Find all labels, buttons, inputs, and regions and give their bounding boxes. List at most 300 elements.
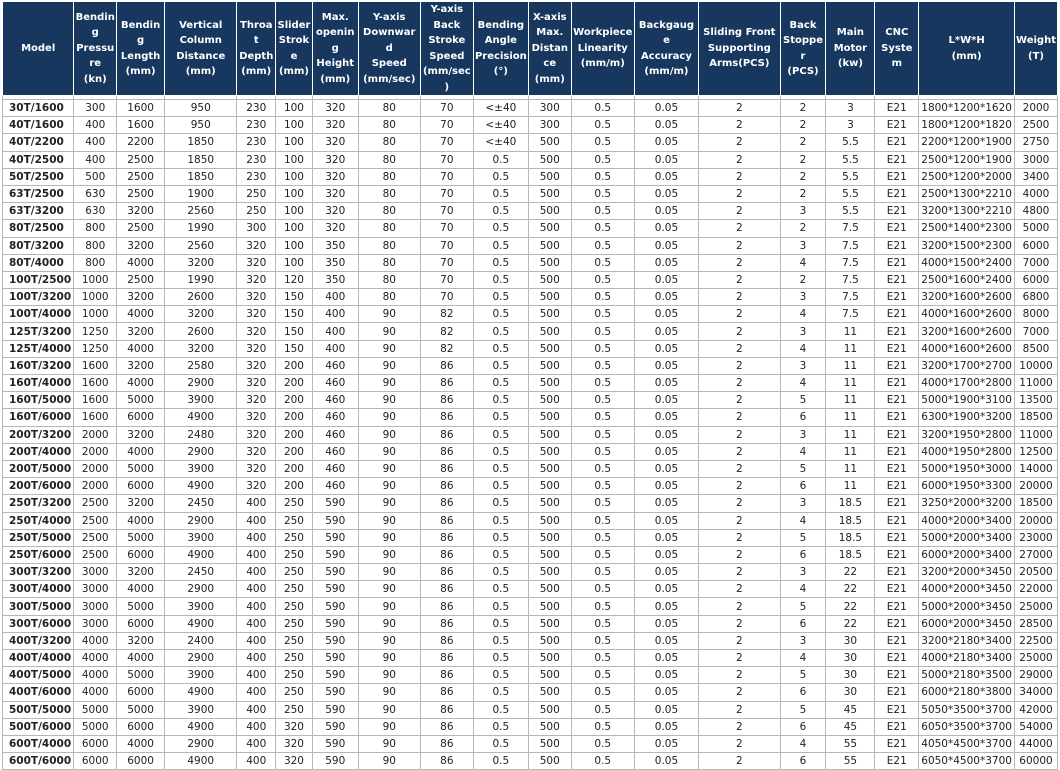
table-cell: E21 bbox=[875, 392, 919, 409]
table-cell: 0.05 bbox=[634, 254, 698, 271]
table-cell: 500 bbox=[528, 289, 571, 306]
table-cell: 500 bbox=[528, 409, 571, 426]
table-cell: 18.5 bbox=[826, 529, 875, 546]
table-cell: 80 bbox=[358, 151, 420, 168]
table-cell: 0.5 bbox=[571, 529, 634, 546]
table-cell: 200 bbox=[276, 443, 313, 460]
table-cell: 2 bbox=[780, 168, 826, 185]
table-cell: 590 bbox=[312, 529, 358, 546]
table-cell: 0.5 bbox=[571, 615, 634, 632]
table-row bbox=[3, 701, 1058, 718]
table-cell: 400 bbox=[237, 581, 276, 598]
table-cell: E21 bbox=[875, 598, 919, 615]
table-cell: 0.5 bbox=[473, 478, 528, 495]
table-cell: 70 bbox=[420, 271, 473, 288]
table-cell: 6 bbox=[780, 753, 826, 770]
table-cell: 400 bbox=[237, 684, 276, 701]
table-cell: 0.05 bbox=[634, 289, 698, 306]
table-cell: 800 bbox=[74, 254, 117, 271]
table-cell: 25000 bbox=[1015, 598, 1058, 615]
table-cell: 86 bbox=[420, 512, 473, 529]
table-cell: 0.05 bbox=[634, 100, 698, 117]
table-cell: 86 bbox=[420, 409, 473, 426]
table-cell: 6000 bbox=[117, 718, 165, 735]
model-cell: 300T/6000 bbox=[3, 615, 74, 632]
table-cell: 60000 bbox=[1015, 753, 1058, 770]
table-cell: E21 bbox=[875, 254, 919, 271]
table-cell: 250 bbox=[276, 581, 313, 598]
table-cell: 590 bbox=[312, 495, 358, 512]
table-cell: 80 bbox=[358, 254, 420, 271]
table-cell: 86 bbox=[420, 718, 473, 735]
table-cell: 4000 bbox=[117, 254, 165, 271]
table-cell: 6000 bbox=[117, 684, 165, 701]
table-cell: E21 bbox=[875, 753, 919, 770]
table-cell: 3200*1500*2300 bbox=[919, 237, 1015, 254]
table-cell: 0.05 bbox=[634, 701, 698, 718]
model-cell: 63T/2500 bbox=[3, 185, 74, 202]
table-cell: 5 bbox=[780, 598, 826, 615]
table-cell: 3200 bbox=[117, 289, 165, 306]
table-cell: 0.5 bbox=[571, 409, 634, 426]
table-cell: 3900 bbox=[165, 598, 237, 615]
table-cell: 950 bbox=[165, 117, 237, 134]
table-cell: 5000 bbox=[117, 598, 165, 615]
table-cell: 90 bbox=[358, 667, 420, 684]
table-cell: 29000 bbox=[1015, 667, 1058, 684]
table-cell: 5.5 bbox=[826, 151, 875, 168]
table-cell: 250 bbox=[276, 615, 313, 632]
table-cell: 5.5 bbox=[826, 185, 875, 202]
table-cell: 250 bbox=[276, 684, 313, 701]
table-cell: 0.5 bbox=[571, 581, 634, 598]
table-cell: 3200*1600*2600 bbox=[919, 289, 1015, 306]
table-cell: 4 bbox=[780, 650, 826, 667]
table-cell: 0.05 bbox=[634, 718, 698, 735]
table-cell: 2 bbox=[780, 100, 826, 117]
table-cell: 350 bbox=[312, 271, 358, 288]
table-cell: 11 bbox=[826, 478, 875, 495]
table-row bbox=[3, 185, 1058, 202]
table-cell: 0.05 bbox=[634, 220, 698, 237]
table-cell: 4050*4500*3700 bbox=[919, 735, 1015, 752]
column-header: Main Motor (kw) bbox=[826, 2, 875, 96]
table-cell: 500 bbox=[528, 478, 571, 495]
table-body bbox=[3, 96, 1058, 770]
column-header: Vertical Column Distance (mm) bbox=[165, 2, 237, 96]
table-cell: 0.5 bbox=[473, 237, 528, 254]
table-cell: 0.5 bbox=[473, 581, 528, 598]
table-cell: 5000 bbox=[1015, 220, 1058, 237]
table-cell: 0.05 bbox=[634, 667, 698, 684]
table-cell: 22 bbox=[826, 564, 875, 581]
table-cell: 86 bbox=[420, 529, 473, 546]
model-cell: 200T/3200 bbox=[3, 426, 74, 443]
table-row bbox=[3, 443, 1058, 460]
table-cell: 1000 bbox=[74, 289, 117, 306]
table-cell: 1900 bbox=[165, 185, 237, 202]
table-cell: 11 bbox=[826, 460, 875, 477]
table-cell: 2 bbox=[699, 306, 781, 323]
table-cell: 20000 bbox=[1015, 512, 1058, 529]
table-cell: 320 bbox=[312, 151, 358, 168]
table-cell: 3900 bbox=[165, 460, 237, 477]
table-cell: E21 bbox=[875, 426, 919, 443]
spec-table bbox=[2, 1, 1058, 770]
table-cell: 250 bbox=[237, 185, 276, 202]
table-row bbox=[3, 753, 1058, 770]
table-cell: 18.5 bbox=[826, 512, 875, 529]
table-cell: 500 bbox=[528, 443, 571, 460]
table-cell: 400 bbox=[237, 753, 276, 770]
table-cell: 2 bbox=[699, 632, 781, 649]
table-cell: 70 bbox=[420, 289, 473, 306]
table-cell: 2500 bbox=[117, 185, 165, 202]
table-cell: 0.05 bbox=[634, 323, 698, 340]
table-cell: 2500*1200*2000 bbox=[919, 168, 1015, 185]
table-cell: 2 bbox=[699, 220, 781, 237]
table-cell: 44000 bbox=[1015, 735, 1058, 752]
table-cell: E21 bbox=[875, 632, 919, 649]
column-header: Workpiece Linearity (mm/m) bbox=[571, 2, 634, 96]
table-cell: 80 bbox=[358, 271, 420, 288]
table-cell: 2 bbox=[699, 254, 781, 271]
table-cell: 82 bbox=[420, 323, 473, 340]
table-cell: 200 bbox=[276, 409, 313, 426]
table-row bbox=[3, 168, 1058, 185]
table-cell: 3000 bbox=[1015, 151, 1058, 168]
table-cell: 950 bbox=[165, 100, 237, 117]
table-cell: 500 bbox=[528, 684, 571, 701]
table-cell: E21 bbox=[875, 168, 919, 185]
table-cell: 7.5 bbox=[826, 254, 875, 271]
model-cell: 125T/4000 bbox=[3, 340, 74, 357]
table-cell: 0.05 bbox=[634, 598, 698, 615]
table-cell: 0.05 bbox=[634, 117, 698, 134]
table-cell: 320 bbox=[237, 289, 276, 306]
table-cell: 2900 bbox=[165, 443, 237, 460]
table-cell: 3200*1300*2210 bbox=[919, 203, 1015, 220]
column-header: Max. opening Height (mm) bbox=[312, 2, 358, 96]
table-cell: 0.5 bbox=[473, 306, 528, 323]
table-cell: 3000 bbox=[74, 615, 117, 632]
table-cell: 500 bbox=[528, 512, 571, 529]
table-cell: 2 bbox=[699, 615, 781, 632]
table-cell: 70 bbox=[420, 237, 473, 254]
table-cell: 0.5 bbox=[473, 168, 528, 185]
table-cell: 1600 bbox=[74, 357, 117, 374]
column-header: Bending Angle Precision (°) bbox=[473, 2, 528, 96]
table-cell: 3000 bbox=[74, 598, 117, 615]
table-cell: 55 bbox=[826, 735, 875, 752]
table-cell: 590 bbox=[312, 632, 358, 649]
table-cell: 2 bbox=[699, 375, 781, 392]
table-cell: 2 bbox=[699, 478, 781, 495]
table-cell: 1600 bbox=[74, 375, 117, 392]
table-cell: 0.05 bbox=[634, 564, 698, 581]
table-cell: 0.5 bbox=[571, 271, 634, 288]
table-row bbox=[3, 220, 1058, 237]
table-cell: 2500*1300*2210 bbox=[919, 185, 1015, 202]
table-cell: 18.5 bbox=[826, 495, 875, 512]
table-cell: E21 bbox=[875, 306, 919, 323]
table-cell: 400 bbox=[237, 512, 276, 529]
table-cell: 400 bbox=[237, 701, 276, 718]
table-cell: 2 bbox=[780, 220, 826, 237]
table-cell: 0.05 bbox=[634, 512, 698, 529]
table-cell: 7.5 bbox=[826, 237, 875, 254]
table-cell: 5000*1900*3100 bbox=[919, 392, 1015, 409]
model-cell: 500T/5000 bbox=[3, 701, 74, 718]
table-cell: 0.5 bbox=[473, 512, 528, 529]
table-cell: 1800*1200*1620 bbox=[919, 100, 1015, 117]
table-cell: 90 bbox=[358, 718, 420, 735]
table-cell: 0.5 bbox=[473, 220, 528, 237]
table-cell: 2 bbox=[780, 271, 826, 288]
table-cell: 90 bbox=[358, 650, 420, 667]
table-cell: 7.5 bbox=[826, 289, 875, 306]
table-cell: 2 bbox=[699, 185, 781, 202]
table-cell: 0.5 bbox=[571, 718, 634, 735]
table-cell: 320 bbox=[237, 254, 276, 271]
table-cell: E21 bbox=[875, 409, 919, 426]
model-cell: 100T/2500 bbox=[3, 271, 74, 288]
table-cell: 20500 bbox=[1015, 564, 1058, 581]
table-cell: 2 bbox=[780, 134, 826, 151]
table-cell: 500 bbox=[528, 203, 571, 220]
table-cell: 86 bbox=[420, 598, 473, 615]
table-cell: 6000*2000*3450 bbox=[919, 615, 1015, 632]
table-cell: 3200 bbox=[117, 357, 165, 374]
table-cell: 11 bbox=[826, 340, 875, 357]
table-cell: E21 bbox=[875, 581, 919, 598]
table-cell: 3200 bbox=[117, 323, 165, 340]
table-cell: 4900 bbox=[165, 478, 237, 495]
table-cell: 500 bbox=[528, 237, 571, 254]
table-cell: 4900 bbox=[165, 753, 237, 770]
table-cell: 4000 bbox=[117, 443, 165, 460]
column-header: L*W*H (mm) bbox=[919, 2, 1015, 96]
table-cell: 0.5 bbox=[571, 340, 634, 357]
table-cell: E21 bbox=[875, 735, 919, 752]
table-cell: 2 bbox=[699, 753, 781, 770]
table-cell: 4000*1700*2800 bbox=[919, 375, 1015, 392]
table-cell: 300 bbox=[74, 100, 117, 117]
table-cell: 18500 bbox=[1015, 495, 1058, 512]
model-cell: 200T/6000 bbox=[3, 478, 74, 495]
table-cell: 3200 bbox=[117, 495, 165, 512]
model-cell: 100T/4000 bbox=[3, 306, 74, 323]
table-cell: 2 bbox=[699, 392, 781, 409]
table-cell: 6000 bbox=[1015, 271, 1058, 288]
table-cell: 2 bbox=[699, 667, 781, 684]
table-cell: 80 bbox=[358, 203, 420, 220]
table-cell: 590 bbox=[312, 615, 358, 632]
table-cell: 590 bbox=[312, 581, 358, 598]
table-cell: <±40 bbox=[473, 134, 528, 151]
table-cell: 400 bbox=[237, 495, 276, 512]
table-cell: 70 bbox=[420, 134, 473, 151]
table-cell: 2 bbox=[699, 460, 781, 477]
table-cell: 500 bbox=[74, 168, 117, 185]
table-cell: 2 bbox=[699, 684, 781, 701]
table-cell: 320 bbox=[312, 220, 358, 237]
table-row bbox=[3, 375, 1058, 392]
table-cell: 2750 bbox=[1015, 134, 1058, 151]
table-cell: 86 bbox=[420, 495, 473, 512]
table-cell: 0.5 bbox=[473, 254, 528, 271]
table-cell: 0.5 bbox=[571, 357, 634, 374]
table-cell: 2000 bbox=[74, 460, 117, 477]
table-row bbox=[3, 426, 1058, 443]
table-cell: 2200*1200*1900 bbox=[919, 134, 1015, 151]
table-cell: 5.5 bbox=[826, 168, 875, 185]
table-cell: 70 bbox=[420, 254, 473, 271]
table-cell: 4000 bbox=[117, 340, 165, 357]
table-cell: E21 bbox=[875, 546, 919, 563]
table-cell: 400 bbox=[312, 340, 358, 357]
table-cell: 250 bbox=[276, 598, 313, 615]
table-cell: 2500 bbox=[74, 546, 117, 563]
table-cell: 5000*2000*3400 bbox=[919, 529, 1015, 546]
model-cell: 100T/3200 bbox=[3, 289, 74, 306]
table-cell: 6300*1900*3200 bbox=[919, 409, 1015, 426]
table-cell: 90 bbox=[358, 581, 420, 598]
table-cell: 500 bbox=[528, 185, 571, 202]
model-cell: 40T/2200 bbox=[3, 134, 74, 151]
table-cell: 80 bbox=[358, 134, 420, 151]
table-row bbox=[3, 392, 1058, 409]
table-cell: 0.5 bbox=[571, 203, 634, 220]
table-cell: 400 bbox=[237, 650, 276, 667]
table-cell: 5 bbox=[780, 701, 826, 718]
table-cell: 300 bbox=[237, 220, 276, 237]
table-cell: 30 bbox=[826, 650, 875, 667]
table-cell: 5.5 bbox=[826, 134, 875, 151]
table-cell: 500 bbox=[528, 495, 571, 512]
table-cell: 2500 bbox=[1015, 117, 1058, 134]
table-cell: 6 bbox=[780, 478, 826, 495]
table-cell: 0.05 bbox=[634, 151, 698, 168]
table-cell: 200 bbox=[276, 426, 313, 443]
table-cell: 82 bbox=[420, 306, 473, 323]
table-cell: 4000 bbox=[117, 735, 165, 752]
table-cell: 0.5 bbox=[571, 546, 634, 563]
table-row bbox=[3, 203, 1058, 220]
table-cell: 6050*4500*3700 bbox=[919, 753, 1015, 770]
table-cell: 86 bbox=[420, 615, 473, 632]
table-cell: 3000 bbox=[74, 564, 117, 581]
table-cell: 0.05 bbox=[634, 632, 698, 649]
table-cell: 250 bbox=[276, 650, 313, 667]
table-cell: 5000 bbox=[117, 529, 165, 546]
table-cell: 320 bbox=[237, 478, 276, 495]
table-cell: 3200 bbox=[165, 306, 237, 323]
table-cell: 2000 bbox=[1015, 100, 1058, 117]
table-cell: 7000 bbox=[1015, 254, 1058, 271]
table-cell: 0.05 bbox=[634, 529, 698, 546]
table-cell: 4000*2000*3450 bbox=[919, 581, 1015, 598]
model-cell: 400T/4000 bbox=[3, 650, 74, 667]
table-cell: 6000 bbox=[1015, 237, 1058, 254]
table-cell: 0.5 bbox=[473, 375, 528, 392]
table-cell: 500 bbox=[528, 254, 571, 271]
table-cell: 0.05 bbox=[634, 495, 698, 512]
table-cell: 2500 bbox=[74, 529, 117, 546]
table-cell: E21 bbox=[875, 203, 919, 220]
table-cell: 1600 bbox=[117, 117, 165, 134]
column-header: Model bbox=[3, 2, 74, 96]
table-cell: E21 bbox=[875, 100, 919, 117]
table-cell: 100 bbox=[276, 220, 313, 237]
model-cell: 63T/3200 bbox=[3, 203, 74, 220]
column-header: Back Stopper (PCS) bbox=[780, 2, 826, 96]
table-cell: 5000*1950*3000 bbox=[919, 460, 1015, 477]
table-cell: 2900 bbox=[165, 650, 237, 667]
table-cell: 500 bbox=[528, 426, 571, 443]
table-row bbox=[3, 632, 1058, 649]
model-cell: 250T/6000 bbox=[3, 546, 74, 563]
table-cell: 4000 bbox=[74, 632, 117, 649]
table-cell: 5000*2180*3500 bbox=[919, 667, 1015, 684]
table-cell: 0.5 bbox=[473, 667, 528, 684]
model-cell: 160T/5000 bbox=[3, 392, 74, 409]
table-cell: 590 bbox=[312, 684, 358, 701]
table-cell: 5.5 bbox=[826, 203, 875, 220]
table-cell: 70 bbox=[420, 151, 473, 168]
table-cell: 90 bbox=[358, 478, 420, 495]
table-cell: 2 bbox=[699, 409, 781, 426]
table-cell: 4000*1500*2400 bbox=[919, 254, 1015, 271]
table-cell: 4000 bbox=[1015, 185, 1058, 202]
table-cell: 5000 bbox=[117, 667, 165, 684]
table-cell: 4 bbox=[780, 375, 826, 392]
table-cell: 320 bbox=[312, 185, 358, 202]
table-cell: 0.05 bbox=[634, 460, 698, 477]
table-cell: 200 bbox=[276, 460, 313, 477]
table-cell: 90 bbox=[358, 735, 420, 752]
table-cell: 90 bbox=[358, 495, 420, 512]
table-cell: 100 bbox=[276, 254, 313, 271]
table-cell: 250 bbox=[276, 564, 313, 581]
table-cell: 5000 bbox=[117, 392, 165, 409]
table-cell: 400 bbox=[237, 529, 276, 546]
table-cell: 90 bbox=[358, 615, 420, 632]
table-row bbox=[3, 306, 1058, 323]
column-header: Bending Pressure (kn) bbox=[74, 2, 117, 96]
table-cell: 100 bbox=[276, 151, 313, 168]
table-cell: 320 bbox=[237, 271, 276, 288]
table-cell: 86 bbox=[420, 735, 473, 752]
table-cell: 2 bbox=[699, 271, 781, 288]
table-cell: 3200*2000*3450 bbox=[919, 564, 1015, 581]
table-cell: 0.5 bbox=[571, 684, 634, 701]
table-cell: E21 bbox=[875, 357, 919, 374]
table-cell: 6000 bbox=[117, 478, 165, 495]
table-cell: 5000 bbox=[74, 701, 117, 718]
table-cell: 0.5 bbox=[571, 289, 634, 306]
table-cell: 86 bbox=[420, 684, 473, 701]
table-cell: 0.5 bbox=[571, 220, 634, 237]
table-cell: 460 bbox=[312, 409, 358, 426]
model-cell: 400T/5000 bbox=[3, 667, 74, 684]
table-row bbox=[3, 237, 1058, 254]
table-cell: 230 bbox=[237, 168, 276, 185]
table-cell: 500 bbox=[528, 460, 571, 477]
table-cell: 1800*1200*1820 bbox=[919, 117, 1015, 134]
table-cell: 2500*1400*2300 bbox=[919, 220, 1015, 237]
table-cell: 100 bbox=[276, 168, 313, 185]
